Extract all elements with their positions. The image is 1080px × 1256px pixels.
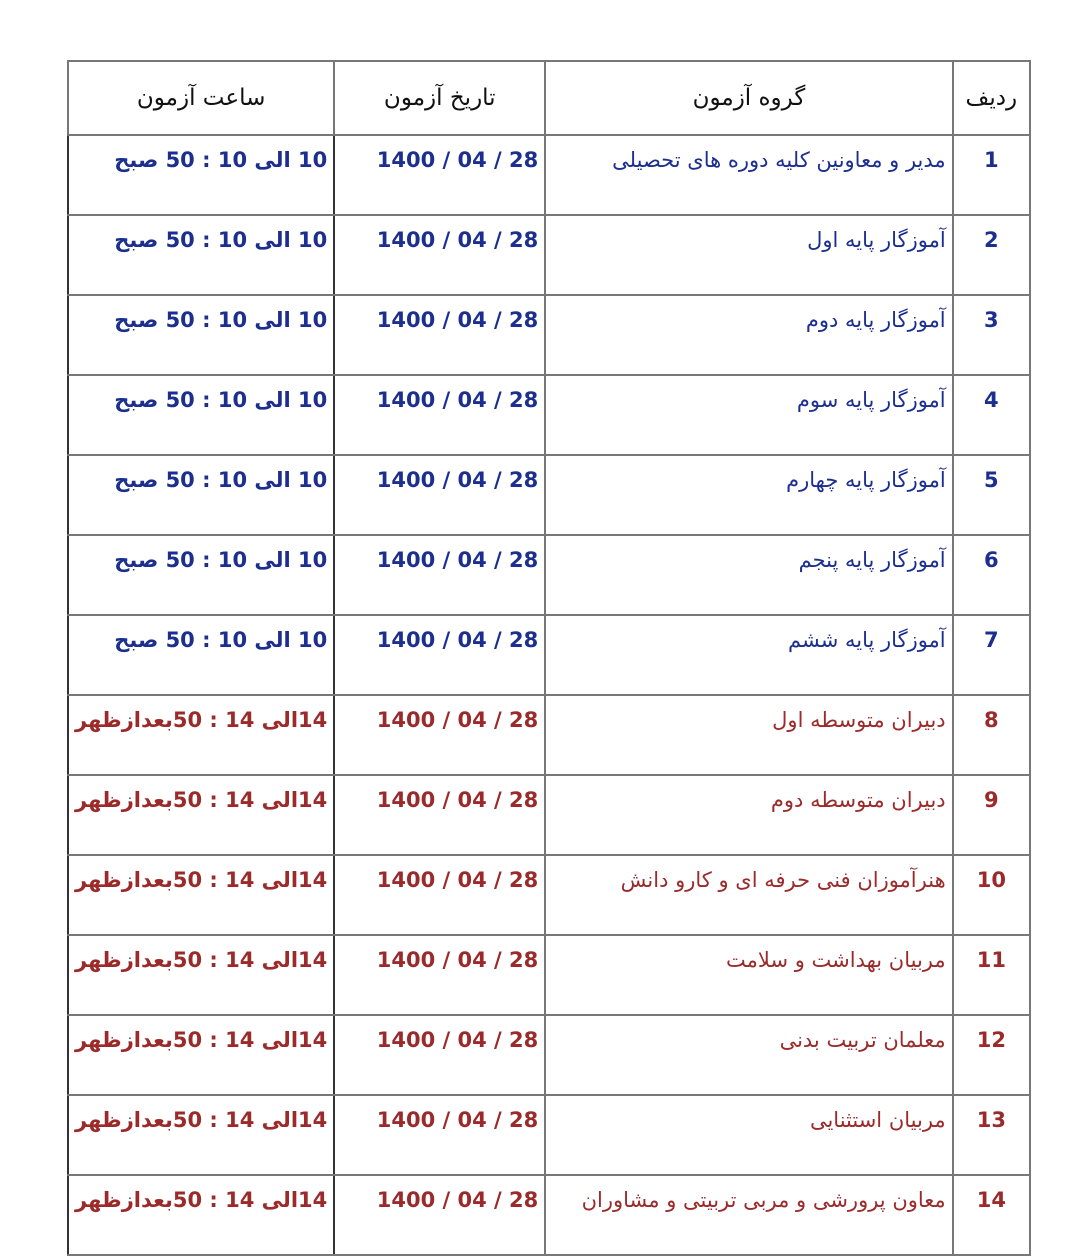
- exam-group-cell: آموزگار پایه چهارم: [545, 455, 952, 535]
- exam-date-cell: 28 / 04 / 1400: [334, 775, 545, 855]
- row-number-cell: 13: [953, 1095, 1030, 1175]
- exam-group-cell: آموزگار پایه سوم: [545, 375, 952, 455]
- exam-time-cell: 10 الی 10 : 50 صبح: [68, 455, 334, 535]
- table-row: [68, 1175, 1030, 1255]
- row-number-cell: 10: [953, 855, 1030, 935]
- exam-group-cell: مربیان استثنایی: [545, 1095, 952, 1175]
- exam-date-cell: 28 / 04 / 1400: [334, 855, 545, 935]
- table-row: [68, 1095, 1030, 1175]
- exam-group-cell: معلمان تربیت بدنی: [545, 1015, 952, 1095]
- exam-time-cell: 14الی 14 : 50بعدازظهر: [68, 695, 334, 775]
- exam-time-cell: 14الی 14 : 50بعدازظهر: [68, 775, 334, 855]
- exam-group-cell: آموزگار پایه پنجم: [545, 535, 952, 615]
- exam-date-cell: 28 / 04 / 1400: [334, 455, 545, 535]
- row-number-cell: 7: [953, 615, 1030, 695]
- exam-group-cell: دبیران متوسطه اول: [545, 695, 952, 775]
- exam-date-cell: 28 / 04 / 1400: [334, 695, 545, 775]
- row-number-cell: 3: [953, 295, 1030, 375]
- exam-date-cell: 28 / 04 / 1400: [334, 535, 545, 615]
- header-exam-time: ساعت آزمون: [68, 61, 334, 135]
- exam-time-cell: 10 الی 10 : 50 صبح: [68, 535, 334, 615]
- exam-group-cell: دبیران متوسطه دوم: [545, 775, 952, 855]
- exam-schedule-table: [67, 60, 1031, 1256]
- row-number-cell: 2: [953, 215, 1030, 295]
- exam-time-cell: 14الی 14 : 50بعدازظهر: [68, 1015, 334, 1095]
- table-row: [68, 855, 1030, 935]
- exam-date-cell: 28 / 04 / 1400: [334, 1175, 545, 1255]
- header-row: [68, 61, 1030, 135]
- exam-group-cell: آموزگار پایه اول: [545, 215, 952, 295]
- table-row: [68, 935, 1030, 1015]
- header-row-number: ردیف: [953, 61, 1030, 135]
- exam-date-cell: 28 / 04 / 1400: [334, 615, 545, 695]
- exam-date-cell: 28 / 04 / 1400: [334, 295, 545, 375]
- row-number-cell: 14: [953, 1175, 1030, 1255]
- row-number-cell: 8: [953, 695, 1030, 775]
- exam-time-cell: 14الی 14 : 50بعدازظهر: [68, 1095, 334, 1175]
- row-number-cell: 1: [953, 135, 1030, 215]
- exam-group-cell: هنرآموزان فنی حرفه ای و کارو دانش: [545, 855, 952, 935]
- table-row: [68, 615, 1030, 695]
- exam-group-cell: معاون پرورشی و مربی تربیتی و مشاوران: [545, 1175, 952, 1255]
- exam-time-cell: 10 الی 10 : 50 صبح: [68, 615, 334, 695]
- exam-group-cell: مربیان بهداشت و سلامت: [545, 935, 952, 1015]
- row-number-cell: 5: [953, 455, 1030, 535]
- exam-date-cell: 28 / 04 / 1400: [334, 375, 545, 455]
- row-number-cell: 9: [953, 775, 1030, 855]
- table-row: [68, 135, 1030, 215]
- table-body: [68, 135, 1030, 1255]
- exam-group-cell: آموزگار پایه ششم: [545, 615, 952, 695]
- exam-time-cell: 10 الی 10 : 50 صبح: [68, 375, 334, 455]
- row-number-cell: 11: [953, 935, 1030, 1015]
- table-row: [68, 375, 1030, 455]
- exam-group-cell: مدیر و معاونین کلیه دوره های تحصیلی: [545, 135, 952, 215]
- exam-date-cell: 28 / 04 / 1400: [334, 215, 545, 295]
- row-number-cell: 6: [953, 535, 1030, 615]
- header-exam-group: گروه آزمون: [545, 61, 952, 135]
- exam-time-cell: 14الی 14 : 50بعدازظهر: [68, 935, 334, 1015]
- row-number-cell: 4: [953, 375, 1030, 455]
- exam-date-cell: 28 / 04 / 1400: [334, 1095, 545, 1175]
- exam-date-cell: 28 / 04 / 1400: [334, 1015, 545, 1095]
- table-row: [68, 215, 1030, 295]
- exam-group-cell: آموزگار پایه دوم: [545, 295, 952, 375]
- exam-date-cell: 28 / 04 / 1400: [334, 935, 545, 1015]
- row-number-cell: 12: [953, 1015, 1030, 1095]
- exam-time-cell: 10 الی 10 : 50 صبح: [68, 215, 334, 295]
- exam-date-cell: 28 / 04 / 1400: [334, 135, 545, 215]
- exam-time-cell: 14الی 14 : 50بعدازظهر: [68, 855, 334, 935]
- table-row: [68, 695, 1030, 775]
- table-row: [68, 775, 1030, 855]
- table-row: [68, 535, 1030, 615]
- table-row: [68, 1015, 1030, 1095]
- table-row: [68, 295, 1030, 375]
- exam-time-cell: 10 الی 10 : 50 صبح: [68, 135, 334, 215]
- exam-time-cell: 10 الی 10 : 50 صبح: [68, 295, 334, 375]
- header-exam-date: تاریخ آزمون: [334, 61, 545, 135]
- exam-time-cell: 14الی 14 : 50بعدازظهر: [68, 1175, 334, 1255]
- table-row: [68, 455, 1030, 535]
